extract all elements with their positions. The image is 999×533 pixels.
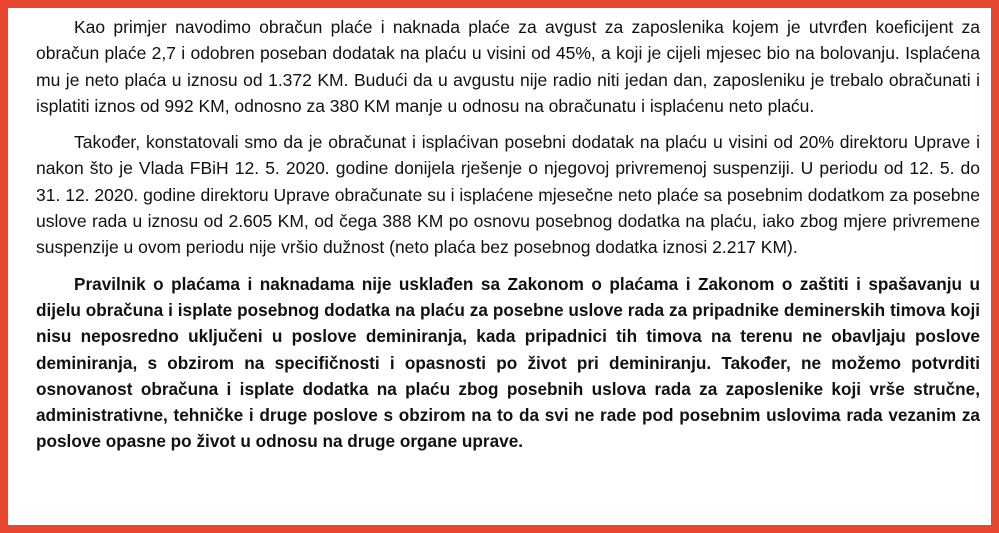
- document-body: [36, 14, 980, 465]
- paragraph-director-suspension: Također, konstatovali smo da je obračunat i isplaćivan posebni dodatak na plaću u visini od 20% direktoru Uprave i nakon što je Vlada FBiH 12. 5. 2020. godine donijela rješenje o njegovoj privremenoj suspenziji. U periodu od 12. 5. do 31. 12. 2020. godine direktoru Uprave obračunate su i isplaćene mjesečne neto plaće sa posebnim dodatkom za posebne uslove rada u iznosu od 2.605 KM, od čega 388 KM po osnovu posebnog dodatka na plaću, iako zbog mjere privremene suspenzije u ovom periodu nije vršio dužnost (neto plaća bez posebnog dodatka iznosi 2.217 KM).: [36, 132, 980, 258]
- paragraph-salary-example: Kao primjer navodimo obračun plaće i naknada plaće za avgust za zaposlenika kojem je utvrđen koeficijent za obračun plaće 2,7 i odobren poseban dodatak na plaću u visini od 45%, a koji je cijeli mjesec bio na bolovanju. Isplaćena mu je neto plaća u iznosu od 1.372 KM. Budući da u avgustu nije radio niti jedan dan, zaposleniku je trebalo obračunati i isplatiti iznos od 992 KM, odnosno za 380 KM manje u odnosu na obračunatu i isplaćenu neto plaću.: [36, 17, 980, 116]
- paragraph-regulation-finding: Pravilnik o plaćama i naknadama nije usklađen sa Zakonom o plaćama i Zakonom o zaštiti i spašavanju u dijelu obračuna i isplate posebnog dodatka na plaću za posebne uslove rada za pripadnike deminerskih timova koji nisu neposredno uključeni u poslove deminiranja, kada pripadnici tih timova na terenu ne obavljaju poslove deminiranja, s obzirom na specifičnosti i opasnosti po život pri deminiranju. Također, ne možemo potvrditi osnovanost obračuna i isplate dodatka na plaću zbog posebnih uslova rada za zaposlenike koji vrše stručne, administrativne, tehničke i druge poslove s obzirom na to da svi ne rade pod posebnim uslovima rada vezanim za poslove opasne po život u odnosu na druge organe uprave.: [36, 273, 980, 452]
